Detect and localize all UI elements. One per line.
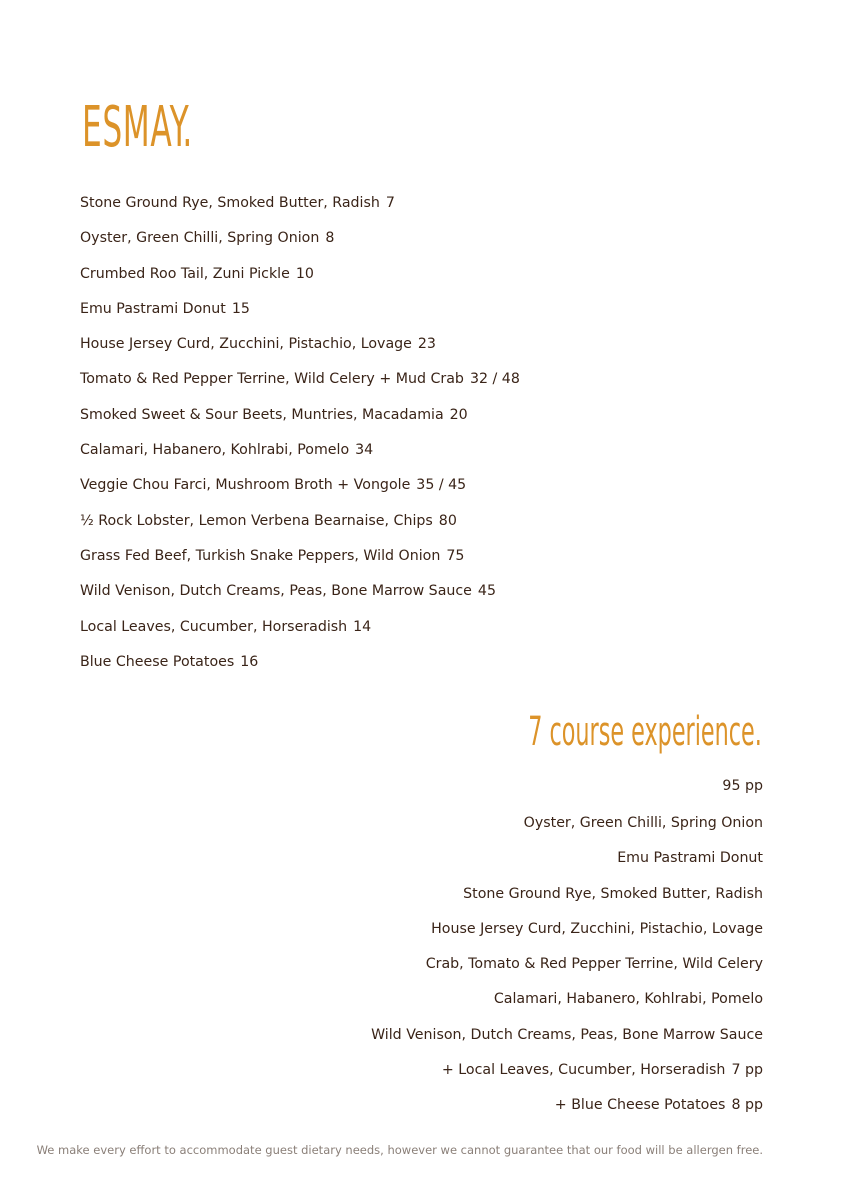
menu-item-name: Local Leaves, Cucumber, Horseradish bbox=[80, 618, 348, 635]
tasting-menu-item bbox=[371, 947, 763, 982]
menu-item-name: Crumbed Roo Tail, Zuni Pickle bbox=[80, 265, 290, 282]
menu-item-price: 20 bbox=[449, 406, 468, 423]
tasting-menu-price: 95 pp bbox=[722, 778, 763, 794]
tasting-item-name: Wild Venison, Dutch Creams, Peas, Bone Marrow Sauce bbox=[371, 1026, 763, 1043]
tasting-menu-item bbox=[371, 841, 763, 876]
tasting-menu-title: 7 course experience. bbox=[528, 709, 762, 755]
menu-item-price: 75 bbox=[446, 547, 465, 564]
menu-item-price: 14 bbox=[353, 618, 372, 635]
menu-item-price: 7 bbox=[385, 195, 395, 211]
tasting-item-name: + Local Leaves, Cucumber, Horseradish bbox=[441, 1062, 726, 1079]
menu-item-name: Wild Venison, Dutch Creams, Peas, Bone Marrow Sauce bbox=[80, 583, 472, 600]
tasting-menu-item bbox=[371, 806, 763, 841]
menu-item bbox=[80, 645, 520, 680]
tasting-item-name: House Jersey Curd, Zucchini, Pistachio, Lovage bbox=[431, 920, 763, 937]
menu-item-price: 15 bbox=[231, 300, 250, 317]
menu-item-name: Oyster, Green Chilli, Spring Onion bbox=[80, 230, 320, 247]
menu-item-price: 45 bbox=[477, 583, 496, 600]
tasting-item-name: Crab, Tomato & Red Pepper Terrine, Wild Celery bbox=[425, 956, 763, 973]
menu-item-price: 32 / 48 bbox=[469, 371, 520, 388]
tasting-item-name: Stone Ground Rye, Smoked Butter, Radish bbox=[463, 885, 763, 902]
menu-item bbox=[80, 327, 520, 362]
menu-item bbox=[80, 398, 520, 433]
menu-item-price: 35 / 45 bbox=[416, 477, 467, 494]
tasting-menu-list bbox=[371, 806, 763, 1124]
menu-item-name: Blue Cheese Potatoes bbox=[80, 653, 235, 670]
menu-item-price: 16 bbox=[240, 653, 259, 670]
menu-item-name: Calamari, Habanero, Kohlrabi, Pomelo bbox=[80, 442, 350, 459]
menu-item bbox=[80, 468, 520, 503]
menu-item-price: 10 bbox=[295, 265, 314, 282]
tasting-menu-item bbox=[371, 877, 763, 912]
menu-item bbox=[80, 362, 520, 397]
menu-item-name: House Jersey Curd, Zucchini, Pistachio, Lovage bbox=[80, 336, 412, 353]
menu-item bbox=[80, 186, 520, 221]
menu-item bbox=[80, 574, 520, 609]
menu-item bbox=[80, 539, 520, 574]
menu-item-name: Smoked Sweet & Sour Beets, Muntries, Macadamia bbox=[80, 406, 444, 423]
allergen-disclaimer: We make every effort to accommodate guest dietary needs, however we cannot guarantee that our food will be allergen free. bbox=[36, 1143, 763, 1157]
tasting-menu-addon bbox=[371, 1088, 763, 1123]
tasting-item-price: 8 pp bbox=[731, 1097, 763, 1114]
menu-item-name: ½ Rock Lobster, Lemon Verbena Bearnaise, Chips bbox=[80, 512, 433, 529]
menu-item-name: Grass Fed Beef, Turkish Snake Peppers, Wild Onion bbox=[80, 547, 441, 564]
menu-item-name: Tomato & Red Pepper Terrine, Wild Celery + Mud Crab bbox=[80, 371, 464, 388]
menu-item bbox=[80, 610, 520, 645]
a-la-carte-menu bbox=[80, 186, 520, 680]
menu-item-price: 23 bbox=[417, 336, 436, 353]
menu-item bbox=[80, 433, 520, 468]
tasting-item-name: Emu Pastrami Donut bbox=[617, 850, 763, 867]
tasting-menu-item bbox=[371, 912, 763, 947]
menu-item bbox=[80, 292, 520, 327]
menu-item-price: 80 bbox=[438, 512, 457, 529]
menu-item bbox=[80, 221, 520, 256]
tasting-item-price: 7 pp bbox=[731, 1062, 763, 1079]
tasting-item-name: + Blue Cheese Potatoes bbox=[554, 1097, 726, 1114]
menu-item-name: Veggie Chou Farci, Mushroom Broth + Vongole bbox=[80, 477, 411, 494]
menu-item-price: 34 bbox=[355, 442, 374, 459]
menu-item-price: 8 bbox=[325, 230, 335, 247]
tasting-menu-addon bbox=[371, 1053, 763, 1088]
tasting-menu-item bbox=[371, 982, 763, 1017]
tasting-item-name: Oyster, Green Chilli, Spring Onion bbox=[523, 815, 763, 831]
menu-item bbox=[80, 504, 520, 539]
restaurant-logo: ESMAY. bbox=[82, 95, 193, 160]
menu-item bbox=[80, 257, 520, 292]
menu-item-name: Stone Ground Rye, Smoked Butter, Radish bbox=[80, 195, 380, 211]
tasting-item-name: Calamari, Habanero, Kohlrabi, Pomelo bbox=[493, 991, 763, 1008]
menu-item-name: Emu Pastrami Donut bbox=[80, 300, 226, 317]
tasting-menu-item bbox=[371, 1018, 763, 1053]
